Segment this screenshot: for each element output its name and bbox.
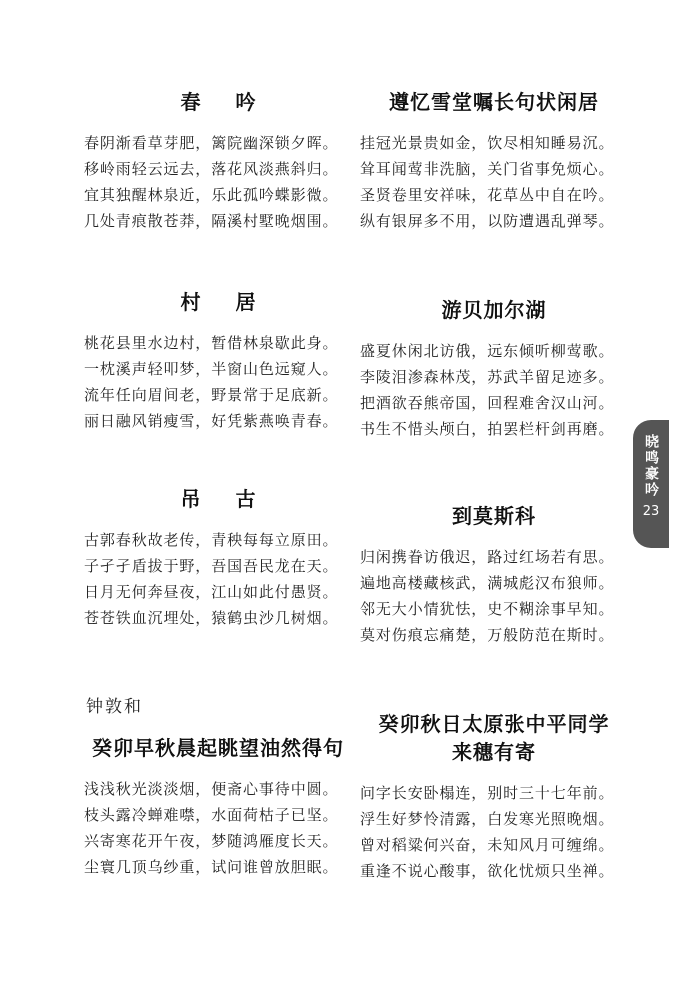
poem-spring-chant bbox=[84, 88, 352, 234]
poem-line: 子孑孑盾拔于野，吾国吾民龙在天。 bbox=[84, 557, 339, 575]
poem-lake-baikal bbox=[360, 296, 628, 442]
poem-line: 春阴渐看草芽肥，篱院幽深锁夕晖。 bbox=[84, 134, 339, 152]
poem-mourning-the-past bbox=[84, 485, 352, 631]
poem-lines bbox=[84, 330, 352, 434]
poem-line: 尘寰几顶乌纱重，试问谁曾放胆眠。 bbox=[84, 858, 339, 876]
chapter-tab-label: 晓鸣豪吟 bbox=[643, 434, 659, 498]
poem-title: 吊 古 bbox=[180, 487, 270, 511]
poem-title: 癸卯早秋晨起眺望油然得句 bbox=[92, 736, 344, 760]
poem-line: 纵有银屏多不用，以防遭遇乱弹琴。 bbox=[360, 212, 615, 230]
poem-line: 一枕溪声轻叩梦，半窗山色远窥人。 bbox=[84, 360, 339, 378]
poem-line: 流年任向眉间老，野景常于足底新。 bbox=[84, 386, 339, 404]
poem-line: 宜其独醒林泉近，乐此孤吟蝶影微。 bbox=[84, 186, 339, 204]
poem-title: 村 居 bbox=[180, 290, 270, 314]
poem-lines bbox=[84, 130, 352, 234]
poem-early-autumn bbox=[84, 734, 352, 880]
poem-line: 把酒欲吞熊帝国，回程难舍汉山河。 bbox=[360, 394, 615, 412]
poem-lines bbox=[84, 776, 352, 880]
poem-lines bbox=[360, 130, 628, 234]
poem-to-moscow bbox=[360, 502, 628, 648]
poem-line: 盛夏休闲北访俄，远东倾听柳莺歌。 bbox=[360, 342, 615, 360]
poem-line: 浮生好梦怜清露，白发寒光照晚烟。 bbox=[360, 810, 615, 828]
poem-line: 移岭雨轻云远去，落花风淡燕斜归。 bbox=[84, 160, 339, 178]
poem-line: 桃花县里水边村，暂借林泉歇此身。 bbox=[84, 334, 339, 352]
chapter-side-tab bbox=[633, 420, 669, 548]
poem-line: 李陵泪渗森林茂，苏武羊留足迹多。 bbox=[360, 368, 615, 386]
poem-lines bbox=[84, 527, 352, 631]
poem-title-line2: 来穗有寄 bbox=[452, 740, 536, 764]
poem-line: 曾对稻粱何兴奋，未知风月可缠绵。 bbox=[360, 836, 615, 854]
poem-title: 遵忆雪堂嘱长句状闲居 bbox=[389, 90, 599, 114]
poem-line: 浅浅秋光淡淡烟，便斋心事待中圆。 bbox=[84, 780, 339, 798]
poem-line: 枝头露冷蝉难噤，水面荷枯子已坚。 bbox=[84, 806, 339, 824]
poem-line: 古郭春秋故老传，青秧每每立原田。 bbox=[84, 531, 339, 549]
poem-line: 日月无何奔昼夜，江山如此付愚贤。 bbox=[84, 583, 339, 601]
poem-line: 耸耳闻莺非洗脑，关门省事免烦心。 bbox=[360, 160, 615, 178]
poem-line: 遍地高楼藏核武，满城彪汉布狼师。 bbox=[360, 574, 615, 592]
poem-title: 到莫斯科 bbox=[452, 504, 536, 528]
poem-line: 归闲携眷访俄迟，路过红场若有思。 bbox=[360, 548, 615, 566]
poem-title-line1: 癸卯秋日太原张中平同学 bbox=[378, 712, 610, 736]
poem-line: 苍苍铁血沉埋处，猿鹤虫沙几树烟。 bbox=[84, 609, 339, 627]
poem-line: 圣贤卷里安祥味，花草丛中自在吟。 bbox=[360, 186, 615, 204]
poem-title: 游贝加尔湖 bbox=[441, 298, 547, 322]
poem-line: 问字长安卧榻连，别时三十七年前。 bbox=[360, 784, 615, 802]
poem-line: 丽日融风销瘦雪，好凭紫燕唤青春。 bbox=[84, 412, 339, 430]
poem-line: 几处青痕散苍莽，隔溪村墅晚烟围。 bbox=[84, 212, 339, 230]
page-number: 23 bbox=[642, 504, 660, 519]
poem-idle-living bbox=[360, 88, 628, 234]
poem-line: 兴寄寒花开午夜，梦随鸿雁度长天。 bbox=[84, 832, 339, 850]
poem-to-classmate bbox=[360, 710, 628, 884]
poem-village-living bbox=[84, 288, 352, 434]
poem-lines bbox=[360, 780, 628, 884]
poem-lines bbox=[360, 544, 628, 648]
poem-line: 莫对伤痕忘痛楚，万般防范在斯时。 bbox=[360, 626, 615, 644]
poem-line: 邻无大小情犹怯，史不糊涂事早知。 bbox=[360, 600, 615, 618]
poem-line: 挂冠光景贵如金，饮尽相知睡易沉。 bbox=[360, 134, 615, 152]
poem-title: 春 吟 bbox=[180, 90, 270, 114]
poem-line: 书生不惜头颅白，拍罢栏杆剑再磨。 bbox=[360, 420, 615, 438]
author-name: 钟敦和 bbox=[86, 697, 143, 717]
poem-lines bbox=[360, 338, 628, 442]
poem-line: 重逢不说心酸事，欲化忧烦只坐禅。 bbox=[360, 862, 615, 880]
